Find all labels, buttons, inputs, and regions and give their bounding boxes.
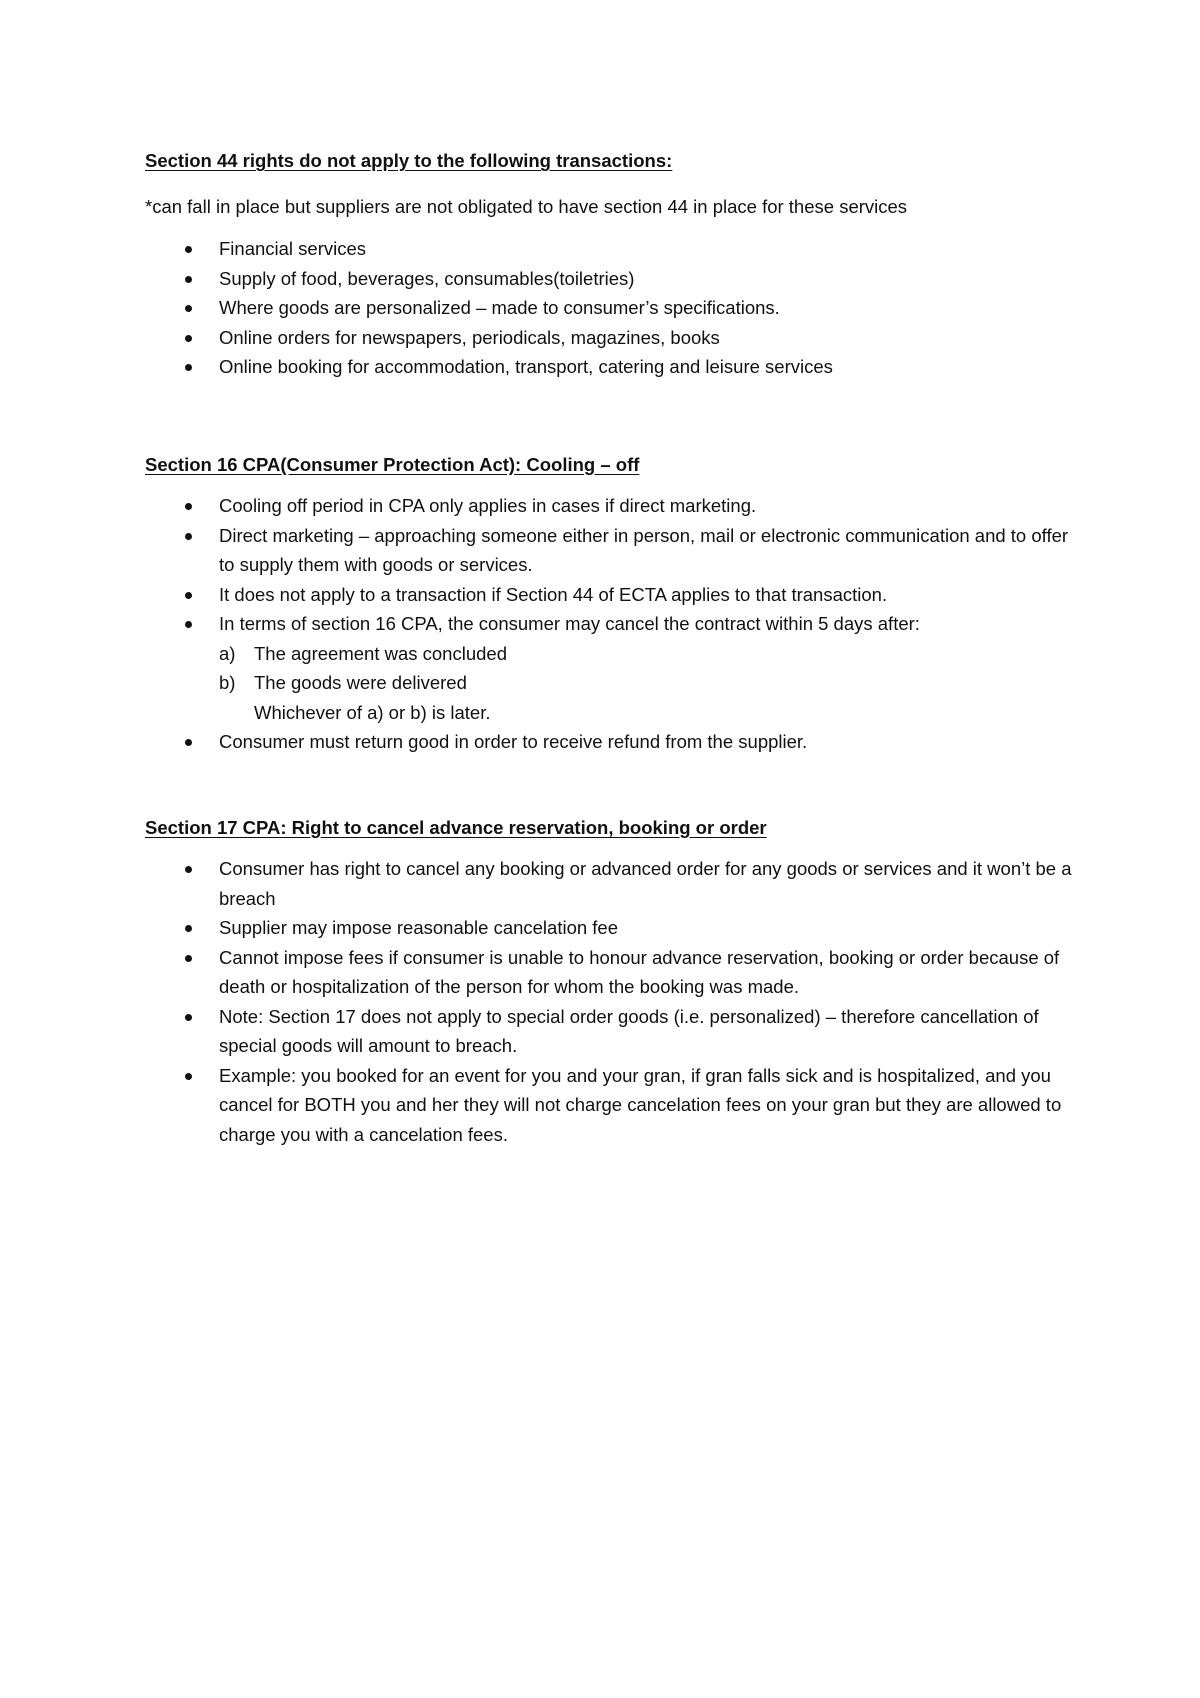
sub-list-item — [219, 668, 1075, 698]
list-item: Supply of food, beverages, consumables(toiletries) — [145, 264, 1075, 294]
list-item: It does not apply to a transaction if Section 44 of ECTA applies to that transaction. — [145, 580, 1075, 610]
list-item: Online orders for newspapers, periodicals, magazines, books — [145, 323, 1075, 353]
list-item: Supplier may impose reasonable cancelation fee — [145, 913, 1075, 943]
list-item: Cannot impose fees if consumer is unable to honour advance reservation, booking or order because of death or hospitalization of the person for whom the booking was made. — [145, 943, 1075, 1002]
sub-list — [219, 639, 1075, 698]
sub-list-marker: a) — [219, 642, 236, 664]
list-item: Example: you booked for an event for you and your gran, if gran falls sick and is hospitalized, and you cancel for BOTH you and her they will not charge cancelation fees on your gran but they are allowed to charge you with a cancelation fees. — [145, 1061, 1075, 1150]
section-17-heading: Section 17 CPA: Right to cancel advance reservation, booking or order — [145, 816, 767, 838]
sub-list-text: The goods were delivered — [254, 672, 467, 693]
sub-list-text: The agreement was concluded — [254, 642, 507, 664]
section-44-note: *can fall in place but suppliers are not obligated to have section 44 in place for these services — [145, 195, 908, 217]
section-44-heading: Section 44 rights do not apply to the following transactions: — [145, 150, 673, 171]
section-44-list — [145, 234, 1075, 382]
list-item: Consumer has right to cancel any booking or advanced order for any goods or services and it won’t be a breach — [145, 854, 1075, 913]
list-item: Cooling off period in CPA only applies in cases if direct marketing. — [145, 491, 1075, 521]
list-item: Where goods are personalized – made to consumer’s specifications. — [145, 293, 1075, 323]
list-item: Note: Section 17 does not apply to special order goods (i.e. personalized) – therefore cancellation of special goods will amount to breach. — [145, 1002, 1075, 1061]
section-16-list — [145, 491, 1075, 757]
section-16-heading: Section 16 CPA(Consumer Protection Act): Cooling – off — [145, 453, 640, 475]
list-item: Financial services — [145, 234, 1075, 264]
section-17-list — [145, 854, 1075, 1149]
sub-list-item — [219, 639, 1075, 669]
list-item-text: In terms of section 16 CPA, the consumer may cancel the contract within 5 days after: — [219, 613, 920, 634]
list-item: Direct marketing – approaching someone either in person, mail or electronic communication and to offer to supply them with goods or services. — [145, 521, 1075, 580]
sub-list-marker: b) — [219, 672, 236, 693]
sub-list-note: Whichever of a) or b) is later. — [254, 701, 491, 723]
list-item: Online booking for accommodation, transport, catering and leisure services — [145, 352, 1075, 382]
document-body — [145, 146, 1075, 1149]
list-item: Consumer must return good in order to receive refund from the supplier. — [145, 727, 1075, 757]
list-item-with-sublist — [145, 609, 1075, 727]
